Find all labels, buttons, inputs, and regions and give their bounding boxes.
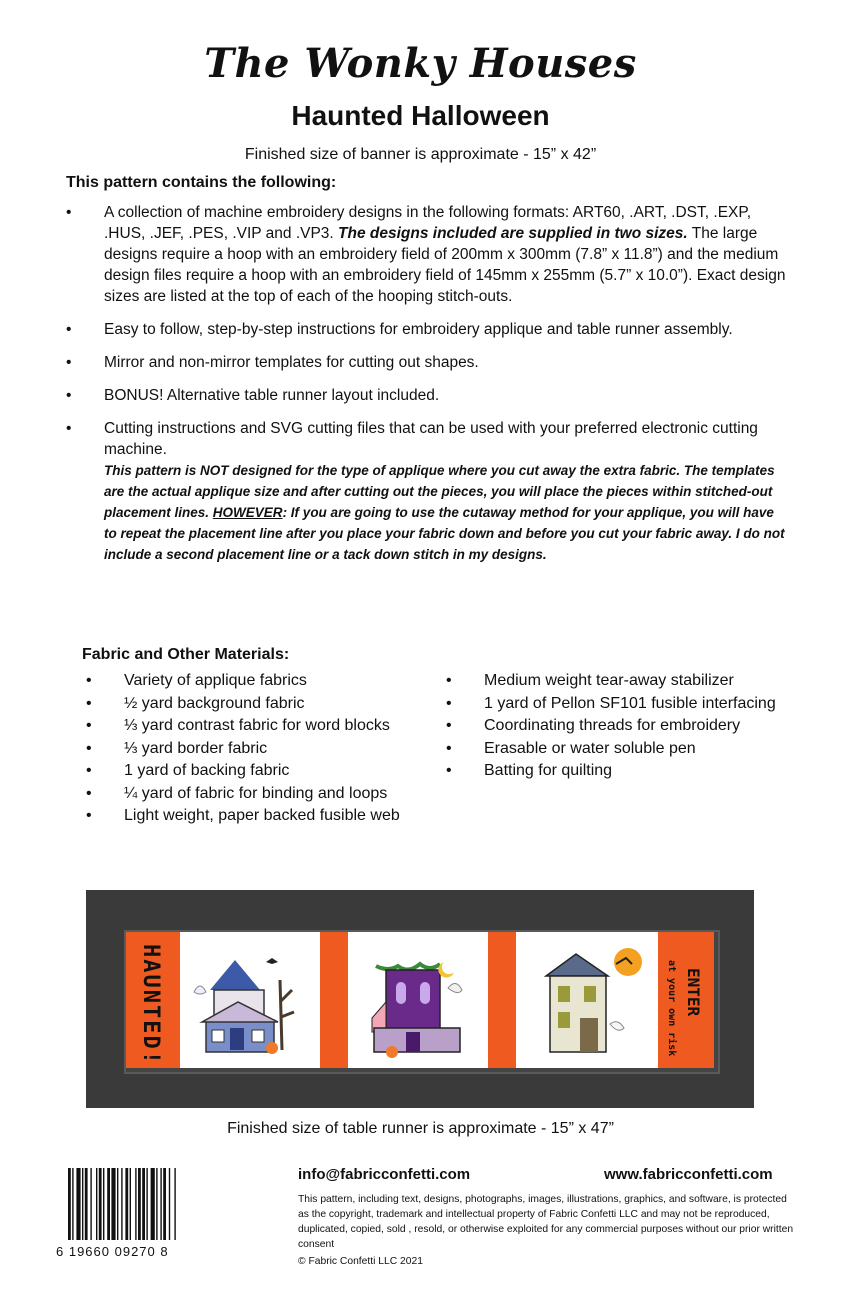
materials-left-list — [86, 670, 436, 828]
item-text: Easy to follow, step-by-step instructions for embroidery applique and table runner assembly. — [104, 321, 733, 338]
barcode-bar — [130, 1168, 131, 1240]
bullet-icon: • — [86, 717, 92, 734]
material-text: ¼ yard of fabric for binding and loops — [124, 784, 388, 802]
house-block-1 — [180, 932, 320, 1068]
list-item — [446, 715, 806, 738]
haunted-house-2-icon — [348, 932, 488, 1068]
barcode-bar — [125, 1168, 128, 1240]
material-text: ⅓ yard contrast fabric for word blocks — [124, 717, 390, 734]
barcode-bar — [160, 1168, 161, 1240]
house-block-3 — [516, 932, 658, 1068]
bullet-icon: • — [446, 762, 452, 779]
list-item — [86, 693, 436, 716]
bullet-icon: • — [446, 717, 452, 734]
materials-heading: Fabric and Other Materials: — [82, 646, 290, 663]
list-item — [86, 738, 436, 761]
contents-heading: This pattern contains the following: — [66, 174, 337, 191]
runner-sash-1 — [320, 932, 348, 1068]
contact-website[interactable]: www.fabricconfetti.com — [604, 1166, 773, 1183]
cutaway-note — [104, 460, 786, 565]
pattern-subtitle: Haunted Halloween — [291, 100, 550, 131]
material-text: Batting for quilting — [484, 762, 613, 779]
bullet-icon: • — [86, 739, 92, 757]
barcode-bar — [107, 1168, 110, 1240]
item-text: BONUS! Alternative table runner layout included. — [104, 387, 440, 404]
list-item — [446, 693, 806, 716]
bullet-icon: • — [86, 694, 92, 712]
note-text: : If you are going to use the cutaway method for your applique, you will have to repeat the placement line after you place your fabric down and before you cut your fabric away. I do not include a second placement line or a tack down stitch in my designs. — [104, 505, 785, 562]
list-item — [446, 738, 806, 761]
finished-banner-size: Finished size of banner is approximate - 15” x 42” — [244, 146, 597, 163]
barcode-bar — [156, 1168, 157, 1240]
item-text: Mirror and non-mirror templates for cutting out shapes. — [104, 354, 479, 371]
copyright-notice: © Fabric Confetti LLC 2021 — [298, 1256, 423, 1267]
bullet-icon: • — [66, 321, 72, 338]
item-text: Cutting instructions and SVG cutting files that can be used with your preferred electronic cutting machine. — [104, 420, 758, 458]
material-text: ½ yard background fabric — [124, 694, 305, 712]
barcode-icon — [66, 1168, 242, 1240]
note-underline: HOWEVER — [212, 505, 283, 520]
barcode-bar — [121, 1168, 122, 1240]
runner-word-block-right — [658, 932, 714, 1068]
barcode-bar — [68, 1168, 71, 1240]
bullet-icon: • — [446, 672, 452, 689]
bullet-icon: • — [66, 354, 72, 371]
barcode-bar — [76, 1168, 80, 1240]
list-item — [86, 670, 436, 693]
material-text: Light weight, paper backed fusible web — [124, 807, 400, 824]
list-item — [66, 385, 786, 406]
barcode-bar — [151, 1168, 155, 1240]
word-enter: ENTER — [684, 968, 703, 1017]
table-runner-illustration — [86, 890, 754, 1108]
list-item — [86, 715, 436, 738]
material-text: 1 yard of backing fabric — [124, 762, 290, 779]
barcode-bar — [85, 1168, 88, 1240]
bullet-icon: • — [86, 672, 92, 689]
material-text: Erasable or water soluble pen — [484, 739, 696, 757]
word-at-your-own-risk: at your own risk — [666, 960, 677, 1057]
bullet-icon: • — [86, 784, 92, 802]
material-text: 1 yard of Pellon SF101 fusible interfacing — [484, 694, 776, 712]
barcode-bar — [99, 1168, 102, 1240]
barcode-bar — [146, 1168, 147, 1240]
barcode-bar — [138, 1168, 141, 1240]
finished-runner-size: Finished size of table runner is approximate - 15” x 47” — [227, 1120, 614, 1137]
barcode-bar — [169, 1168, 170, 1240]
list-item — [446, 670, 806, 693]
bullet-icon: • — [86, 762, 92, 779]
list-item — [86, 760, 436, 783]
materials-right-list — [446, 670, 806, 783]
material-text: Medium weight tear-away stabilizer — [484, 672, 734, 689]
barcode-bar — [111, 1168, 115, 1240]
material-text: ⅓ yard border fabric — [124, 739, 268, 757]
note-text: This pattern is NOT designed for the type of applique where you cut away the extra fabric. The templates are the actual applique size and after cutting out the pieces, you will place the pieces within stitched-out placement lines. — [104, 463, 775, 520]
barcode-bar — [142, 1168, 145, 1240]
haunted-house-1-icon — [180, 932, 320, 1068]
item-text: A collection of machine embroidery designs in the following formats: ART60, .ART, .DST, .EXP, .HUS, .JEF, .PES, .VIP and .VP3. — [104, 204, 752, 242]
list-item — [66, 202, 786, 307]
contents-list — [66, 202, 786, 577]
pattern-title: The Wonky Houses — [204, 40, 637, 87]
barcode-number: 6 19660 09270 8 — [56, 1244, 169, 1259]
legal-notice: This pattern, including text, designs, photographs, images, illustrations, graphics, and software, is protected as the copyright, trademark and intellectual property of Fabric Confetti LLC and may not be reproduced, duplicated, copied, sold , resold, or otherwise exploited for any commercial purposes without our prior written consent — [298, 1194, 794, 1250]
barcode-bar — [163, 1168, 166, 1240]
barcode-bar — [174, 1168, 175, 1240]
haunted-house-3-icon — [516, 932, 658, 1068]
list-item — [66, 352, 786, 373]
item-text: The large designs require a hoop with an embroidery field of 200mm x 300mm (7.8” x 11.8”) and the medium design files require a hoop with an embroidery field of 145mm x 255mm (5.7” x 10.0”). Exact design sizes are listed at the top of each of the hooping stitch-outs. — [104, 225, 786, 305]
bullet-icon: • — [66, 420, 72, 437]
barcode-bar — [96, 1168, 97, 1240]
list-item — [86, 805, 436, 828]
bullet-icon: • — [446, 739, 452, 757]
bullet-icon: • — [66, 387, 72, 404]
item-emphasis: The designs included are supplied in two sizes. — [338, 225, 688, 242]
barcode-bar — [72, 1168, 73, 1240]
barcode-bar — [117, 1168, 118, 1240]
material-text: Coordinating threads for embroidery — [484, 717, 741, 734]
runner-sash-2 — [488, 932, 516, 1068]
list-item — [86, 783, 436, 806]
list-item — [446, 760, 806, 783]
bullet-icon: • — [66, 204, 72, 221]
material-text: Variety of applique fabrics — [124, 672, 307, 689]
list-item — [66, 319, 786, 340]
contact-email[interactable]: info@fabricconfetti.com — [298, 1166, 471, 1183]
runner-word-block-left — [126, 932, 180, 1068]
word-haunted: HAUNTED! — [138, 944, 163, 1066]
barcode-bar — [82, 1168, 83, 1240]
bullet-icon: • — [446, 694, 452, 712]
house-block-2 — [348, 932, 488, 1068]
barcode-bar — [135, 1168, 136, 1240]
barcode-bar — [90, 1168, 91, 1240]
list-item — [66, 418, 786, 565]
bullet-icon: • — [86, 807, 92, 824]
barcode-bar — [103, 1168, 104, 1240]
